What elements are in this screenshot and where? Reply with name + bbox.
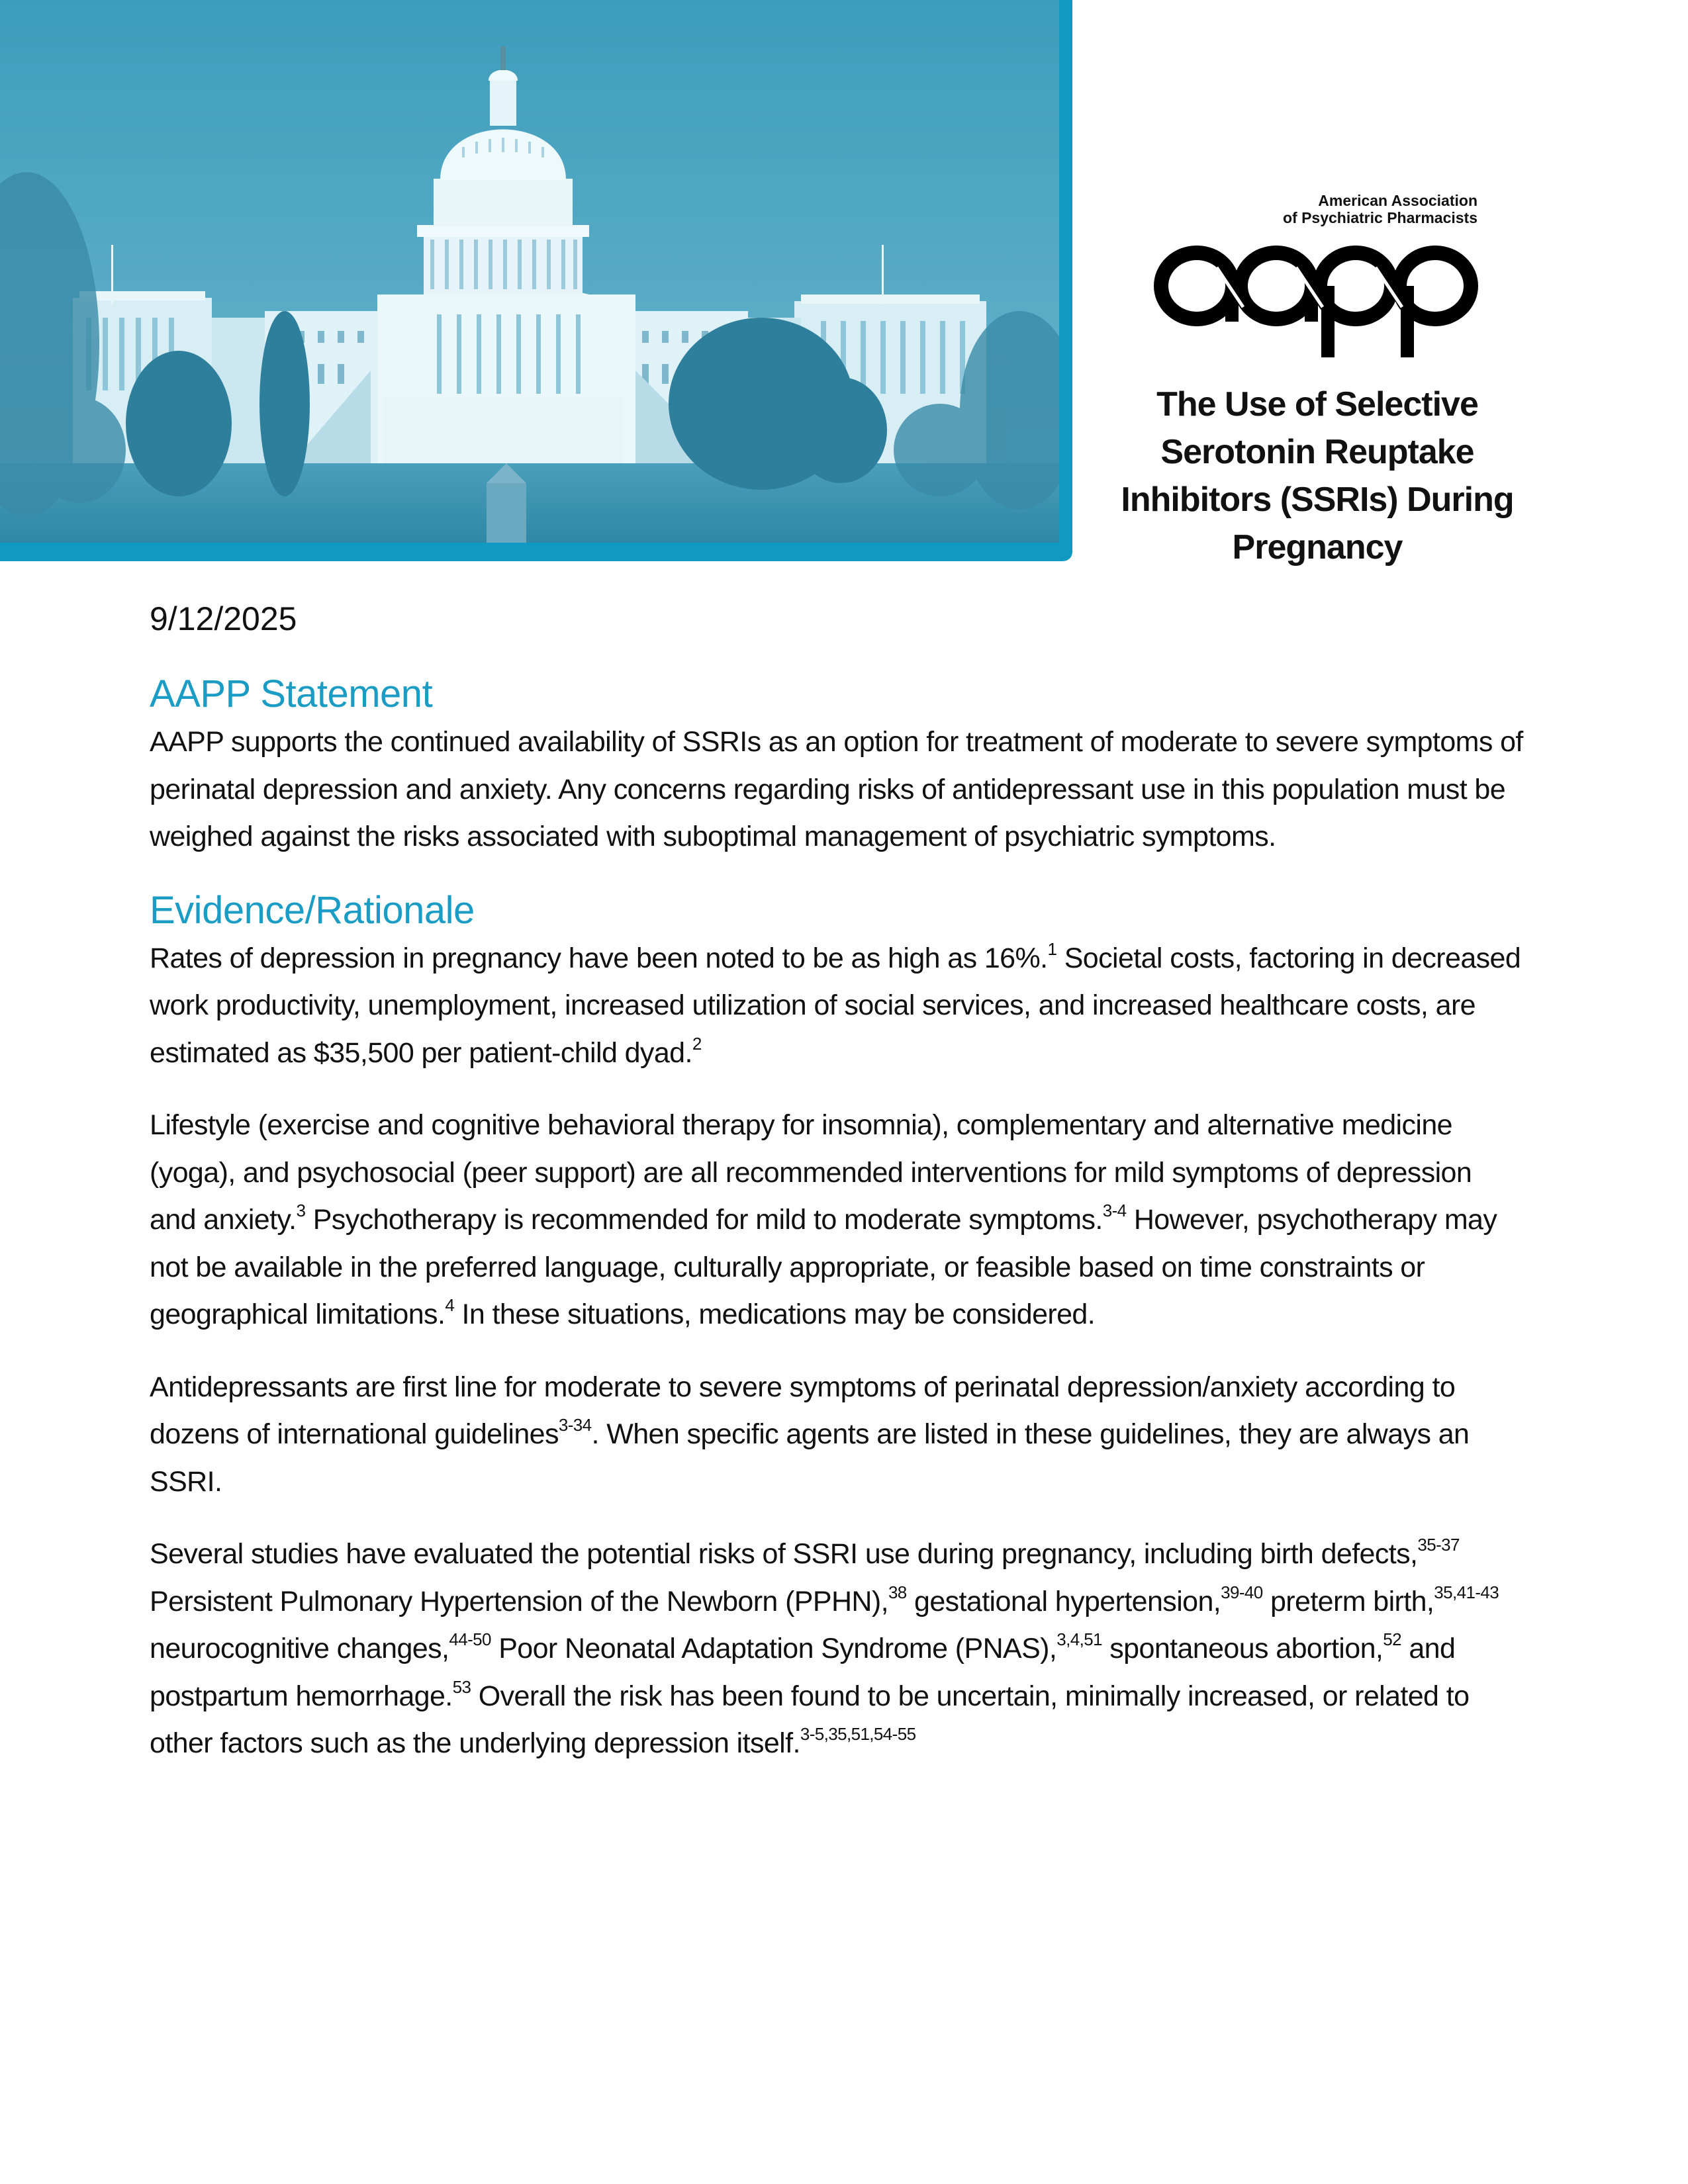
citation-superscript: 38 bbox=[888, 1582, 907, 1602]
citation-superscript: 44-50 bbox=[449, 1629, 491, 1649]
evidence-paragraph-1: Rates of depression in pregnancy have been noted to be as high as 16%.$^1$ Societal costs, factoring in decreased work productivity, unemployment, increased utilization of social services, and increased healthcare costs, are estimated as $35,500 per patient-child dyad.$^2$ bbox=[150, 938, 1521, 1069]
document-title bbox=[1086, 381, 1549, 571]
citation-superscript: 39-40 bbox=[1221, 1582, 1263, 1602]
logo-org-line-1: American Association bbox=[1318, 192, 1477, 209]
title-line-4: Pregnancy bbox=[1232, 528, 1403, 567]
document-date: 9/12/2025 bbox=[150, 600, 297, 637]
citation-superscript: 52 bbox=[1383, 1629, 1401, 1649]
citation-superscript: 35-37 bbox=[1417, 1535, 1460, 1555]
statement-body: AAPP supports the continued availability of SSRIs as an option for treatment of moderate to severe symptoms of perinatal depression and anxiety. Any concerns regarding risks of antidepressant use in this population must be weighed against the risks associated with suboptimal management of psychiatric symptoms. bbox=[150, 726, 1523, 852]
aapp-wordmark-icon bbox=[1152, 234, 1496, 363]
evidence-heading: Evidence/Rationale bbox=[150, 888, 475, 932]
citation-superscript: 3-5,35,51,54-55 bbox=[800, 1724, 916, 1744]
citation-superscript: 35,41-43 bbox=[1434, 1582, 1499, 1602]
citation-superscript: 53 bbox=[452, 1676, 471, 1697]
statement-heading: AAPP Statement bbox=[150, 672, 433, 715]
logo-org-line-2: of Psychiatric Pharmacists bbox=[1282, 209, 1477, 226]
citation-superscript: 3-4 bbox=[1102, 1201, 1127, 1220]
title-line-2: Serotonin Reuptake bbox=[1160, 433, 1474, 471]
citation-superscript: 1 bbox=[1047, 938, 1057, 959]
aapp-logo bbox=[1152, 192, 1496, 363]
citation-superscript: 2 bbox=[692, 1033, 702, 1054]
citation-superscript: 3,4,51 bbox=[1056, 1629, 1102, 1649]
capitol-illustration bbox=[0, 0, 1059, 543]
citation-superscript: 3 bbox=[296, 1201, 306, 1220]
document-body bbox=[150, 596, 1523, 1793]
header-photo-frame bbox=[0, 0, 1072, 561]
capitol-photo bbox=[0, 0, 1059, 543]
title-line-1: The Use of Selective bbox=[1156, 385, 1478, 424]
logo-org-name bbox=[1152, 192, 1477, 226]
citation-superscript: 3-34 bbox=[558, 1415, 592, 1435]
evidence-paragraph-2: Lifestyle (exercise and cognitive behavioral therapy for insomnia), complementary and alternative medicine (yoga), and psychosocial (peer support) are all recommended interventions for mild symptoms of depression and anxiety.$^3$ Psychotherapy is recommended for mild to moderate symptoms.$^{3-4}$ However, psychotherapy may not be available in the preferred language, culturally appropriate, or feasible based on time constraints or geographical limitations.$^4$ In these situations, medications may be considered. bbox=[150, 1109, 1497, 1330]
evidence-paragraph-4: Several studies have evaluated the potential risks of SSRI use during pregnancy, including birth defects,$^{35-37}$ Persistent Pulmonary Hypertension of the Newborn (PPHN),$^{38}$ gestational hypertension,$^{39-40}$ preterm birth,$^{35,41-43}$ neurocognitive changes,$^{44-50}$ Poor Neonatal Adaptation Syndrome (PNAS),$^{3,4,51}$ spontaneous abortion,$^{52}$ and postpartum hemorrhage.$^{53}$ Overall the risk has been found to be uncertain, minimally increased, or related to other factors such as the underlying depression itself.$^{3-5,35,51,54-55}$ bbox=[150, 1535, 1499, 1759]
citation-superscript: 4 bbox=[445, 1295, 455, 1315]
evidence-paragraph-3: Antidepressants are first line for moderate to severe symptoms of perinatal depression/anxiety according to dozens of international guidelines$^{3-34}$. When specific agents are listed in these guidelines, they are always an SSRI. bbox=[150, 1371, 1470, 1498]
title-line-3: Inhibitors (SSRIs) During bbox=[1121, 480, 1514, 519]
